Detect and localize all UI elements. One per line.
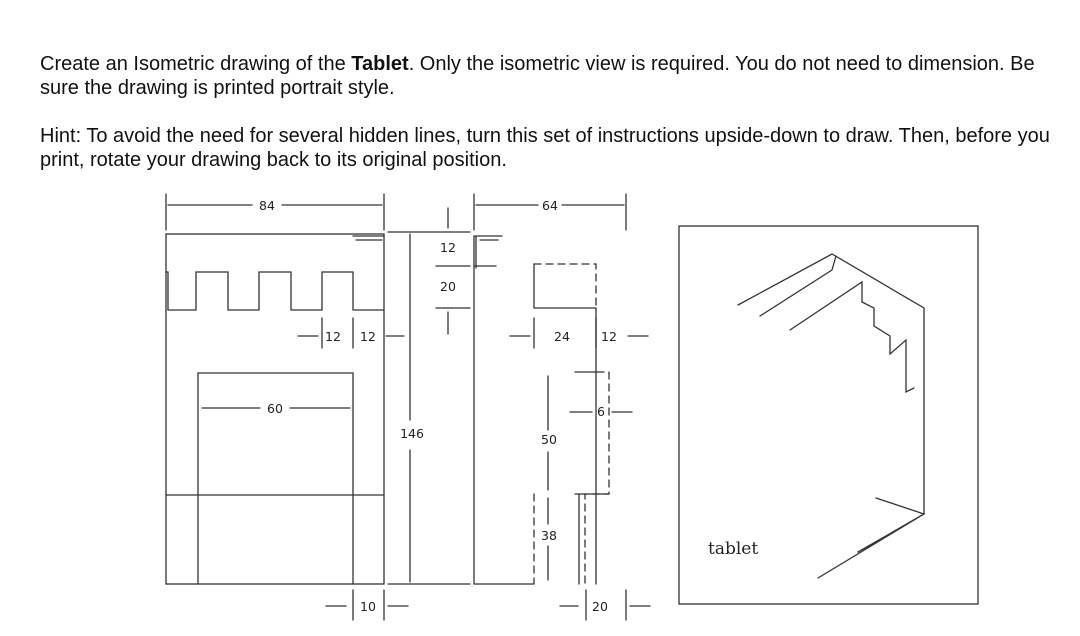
- dim-label-146: 146: [400, 426, 424, 441]
- dim-label-back-12: 12: [601, 329, 617, 344]
- side-profile: [474, 264, 596, 584]
- side-top-lip: [474, 236, 502, 584]
- sketch-caption: tablet: [708, 539, 759, 559]
- sketch-top-edge: [738, 254, 924, 514]
- front-notches: [166, 272, 384, 310]
- dim-label-gap-12: 12: [360, 329, 376, 344]
- dim-label-84: 84: [259, 198, 275, 213]
- dim-label-10: 10: [360, 599, 376, 614]
- dim-label-base-20: 20: [592, 599, 608, 614]
- sketch-step-edges: [862, 302, 914, 392]
- instruction-text-end: . Only the isometric view is required. You do not need to dimension. Be sure the drawing is printed portrait style.: [40, 53, 1035, 99]
- dim-label-60: 60: [267, 401, 283, 416]
- tablet-keyword: Tablet: [351, 53, 409, 75]
- dim-label-top-lip-12: 12: [440, 240, 456, 255]
- dim-label-6: 6: [597, 404, 605, 419]
- front-top-lip: [353, 236, 384, 240]
- dim-label-tooth-12: 12: [325, 329, 341, 344]
- side-hidden-top: [534, 264, 596, 308]
- dim-label-24: 24: [554, 329, 570, 344]
- hint-paragraph: Hint: To avoid the need for several hidden lines, turn this set of instructions upside-down to draw. Then, before you print, rotate your drawing back to its original position.: [40, 125, 1050, 171]
- dim-label-50: 50: [541, 432, 557, 447]
- dim-label-20: 20: [440, 279, 456, 294]
- side-view: [474, 194, 650, 620]
- height-dimension: [388, 208, 470, 584]
- dim-label-38: 38: [541, 528, 557, 543]
- sketch-bottom-edges: [818, 498, 924, 578]
- dim-label-64: 64: [542, 198, 558, 213]
- instruction-text-start: Create an Isometric drawing of the: [40, 53, 352, 75]
- front-view: [166, 194, 408, 620]
